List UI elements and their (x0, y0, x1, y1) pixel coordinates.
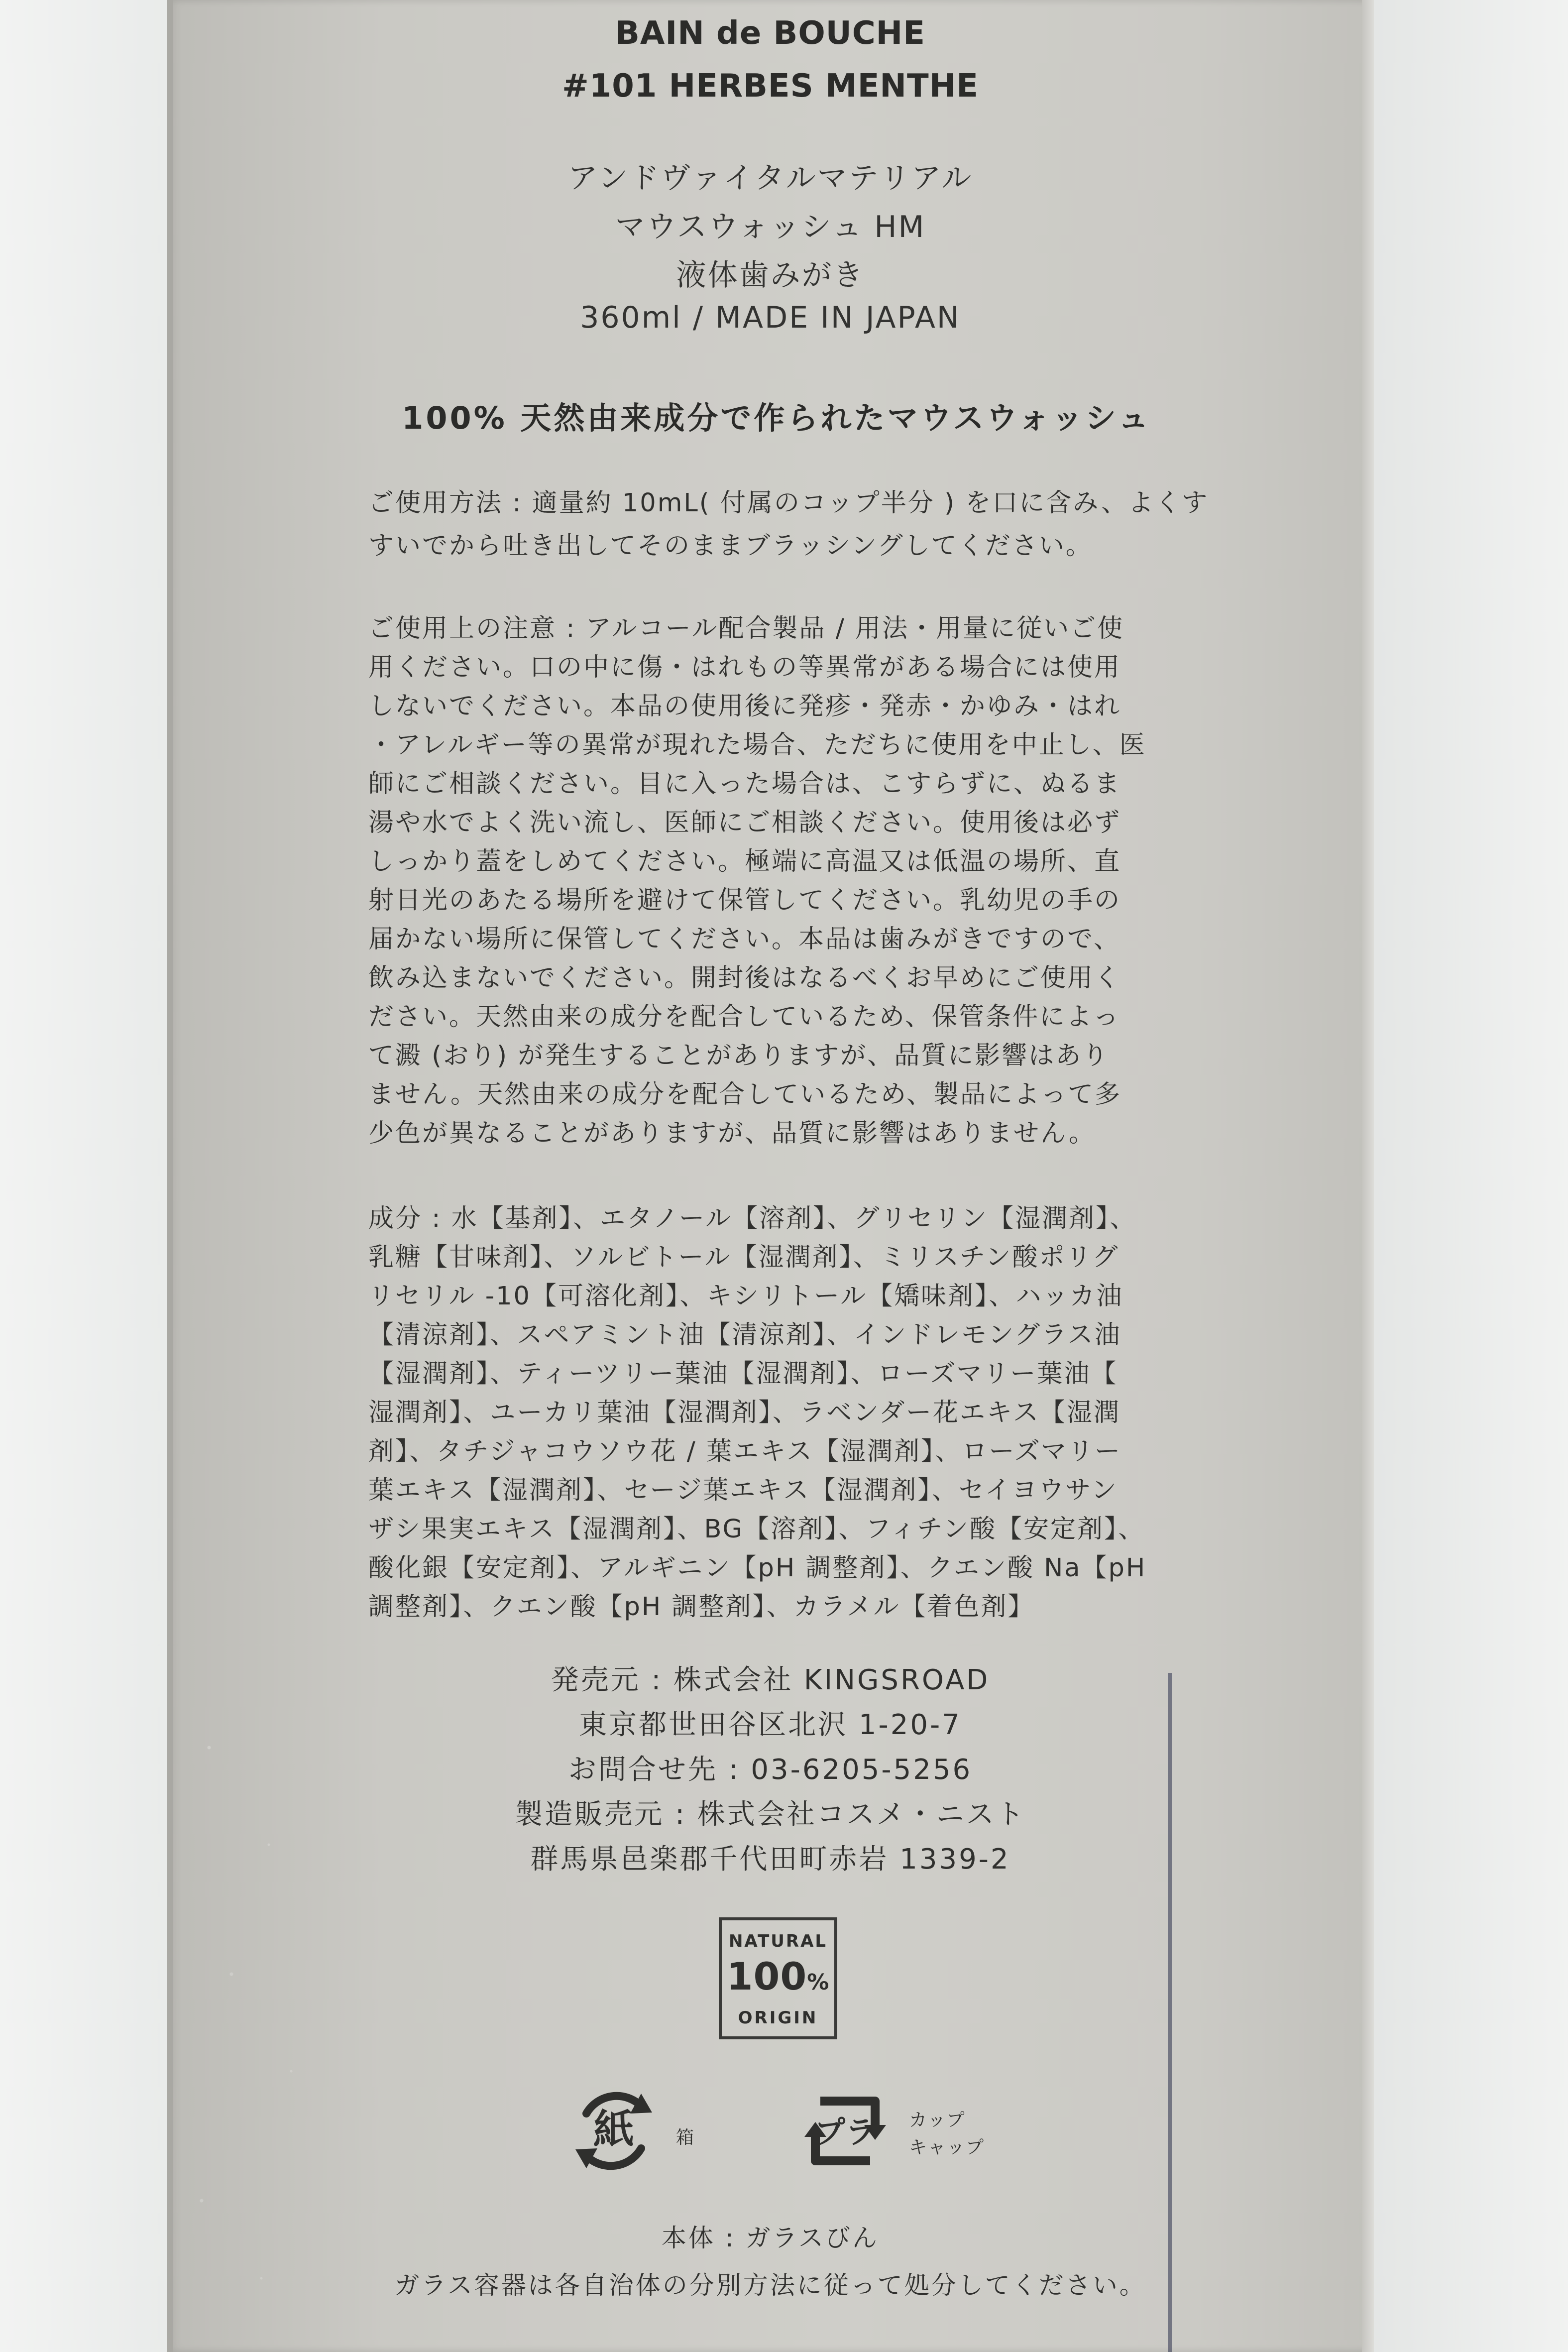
product-type: マウスウォッシュ HM (615, 210, 926, 244)
distributor: 発売元 : 株式会社 KINGSROAD (551, 1664, 990, 1696)
usage-line: ご使用方法 : 適量約 10mL( 付属のコップ半分 ) を口に含み、よくす (368, 488, 1209, 518)
ingredients-line: 乳糖【甘味剤】、ソルビトール【湿潤剤】、ミリスチン酸ポリグ (368, 1243, 1120, 1272)
paper-recycle-icon (566, 2084, 661, 2178)
plastic-symbol: プラ (814, 2114, 877, 2150)
caution-line: ご使用上の注意 : アルコール配合製品 / 用法・用量に従いご使 (368, 614, 1124, 643)
box-right-edge (1362, 0, 1374, 2352)
manufacturer: 製造販売元 : 株式会社コスメ・ニスト (515, 1798, 1026, 1831)
ingredients-line: 調整剤】、クエン酸【pH 調整剤】、カラメル【着色剤】 (368, 1592, 1035, 1622)
ingredients-line: 剤】、タチジャコウソウ花 / 葉エキス【湿潤剤】、ローズマリー (368, 1437, 1121, 1466)
box-left-edge (167, 0, 173, 2352)
caution-line: 湯や水でよく洗い流し、医師にご相談ください。使用後は必ず (368, 808, 1121, 837)
ingredients-line: 【清涼剤】、スペアミント油【清涼剤】、インドレモングラス油 (368, 1320, 1121, 1350)
caution-line: しないでください。本品の使用後に発疹・発赤・かゆみ・はれ (368, 692, 1121, 721)
shadow-stripe (1168, 1673, 1172, 2352)
badge-top-text: NATURAL (728, 1931, 828, 1951)
brand-variant: #101 HERBES MENTHE (562, 68, 979, 105)
caution-line: ださい。天然由来の成分を配合しているため、保管条件によっ (368, 1002, 1120, 1032)
paper-symbol: 紙 (593, 2106, 635, 2153)
ingredients-line: リセリル -10【可溶化剤】、キシリトール【矯味剤】、ハッカ油 (368, 1282, 1123, 1311)
ingredients-line: 葉エキス【湿潤剤】、セージ葉エキス【湿潤剤】、セイヨウサン (368, 1476, 1118, 1505)
caution-line: 師にご相談ください。目に入った場合は、こすらずに、ぬるま (368, 769, 1121, 799)
badge-unit: % (807, 1970, 830, 1995)
caution-line: ません。天然由来の成分を配合しているため、製品によって多 (368, 1080, 1122, 1109)
badge-value (722, 1954, 834, 1999)
contact-phone: お問合せ先 : 03-6205-5256 (568, 1754, 973, 1786)
plastic-recycle-icon (790, 2081, 900, 2181)
product-name: アンドヴァイタルマテリアル (567, 161, 973, 196)
paper-label: 箱 (676, 2127, 695, 2148)
manufacturer-address: 群馬県邑楽郡千代田町赤岩 1339-2 (530, 1843, 1010, 1876)
ingredients-line: 湿潤剤】、ユーカリ葉油【湿潤剤】、ラベンダー花エキス【湿潤 (368, 1398, 1120, 1427)
distributor-address: 東京都世田谷区北沢 1-20-7 (579, 1709, 962, 1741)
background-right (1374, 0, 1568, 2352)
caution-line: 少色が異なることがありますが、品質に影響はありません。 (368, 1119, 1096, 1148)
ingredients-line: 【湿潤剤】、ティーツリー葉油【湿潤剤】、ローズマリー葉油【 (368, 1359, 1118, 1389)
caution-line: て澱 (おり) が発生することがありますが、品質に影響はあり (368, 1041, 1110, 1070)
plastic-label-cup: カップ (909, 2110, 966, 2130)
ingredients-line: 酸化銀【安定剤】、アルギニン【pH 調整剤】、クエン酸 Na【pH (368, 1553, 1147, 1583)
badge-number: 100 (726, 1954, 807, 1999)
ingredients-line: ザシ果実エキス【湿潤剤】、BG【溶剤】、フィチン酸【安定剤】、 (368, 1515, 1145, 1544)
caution-line: 届かない場所に保管してください。本品は歯みがきですので、 (368, 925, 1120, 954)
brand-name: BAIN de BOUCHE (615, 15, 925, 52)
natural-origin-badge (719, 1917, 837, 2039)
caution-line: 飲み込まないでください。開封後はなるべくお早めにご使用く (368, 963, 1121, 993)
caution-line: ・アレルギー等の異常が現れた場合、ただちに使用を中止し、医 (368, 730, 1146, 760)
caution-line: 射日光のあたる場所を避けて保管してください。乳幼児の手の (368, 886, 1121, 915)
ingredients-line: 成分 : 水【基剤】、エタノール【溶剤】、グリセリン【湿潤剤】、 (368, 1204, 1137, 1233)
disposal-instruction: ガラス容器は各自治体の分別方法に従って処分してください。 (394, 2271, 1146, 2300)
product-category: 液体歯みがき (676, 258, 865, 293)
usage-line: すいでから吐き出してそのままブラッシングしてください。 (368, 531, 1093, 561)
badge-bottom-text: ORIGIN (738, 2008, 818, 2028)
caution-line: しっかり蓋をしめてください。極端に高温又は低温の場所、直 (368, 847, 1121, 876)
product-volume-origin: 360ml / MADE IN JAPAN (580, 300, 961, 335)
caution-line: 用ください。口の中に傷・はれもの等異常がある場合には使用 (368, 653, 1121, 682)
plastic-label-cap: キャップ (909, 2137, 985, 2158)
background-left (0, 0, 167, 2352)
headline: 100% 天然由来成分で作られたマウスウォッシュ (402, 400, 1151, 436)
body-material: 本体 : ガラスびん (661, 2224, 880, 2252)
